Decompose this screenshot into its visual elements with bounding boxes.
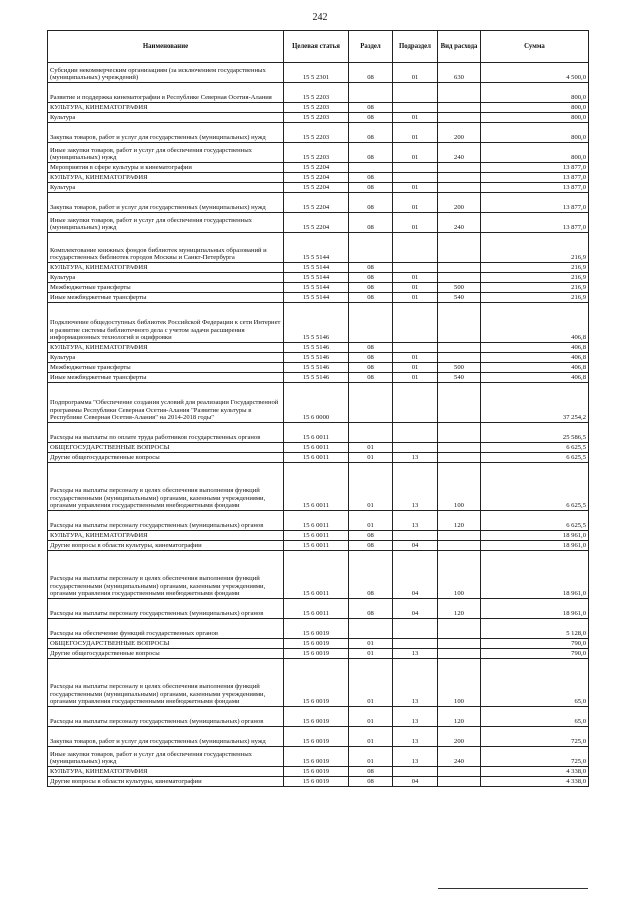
row-target: 15 5 2203 — [284, 83, 349, 103]
row-name: Расходы на выплаты персоналу государственных (муниципальных) органов — [48, 511, 284, 531]
row-sum: 800,0 — [481, 113, 589, 123]
row-target: 15 5 5146 — [284, 373, 349, 383]
row-name: КУЛЬТУРА, КИНЕМАТОГРАФИЯ — [48, 263, 284, 273]
header-name: Наименование — [48, 31, 284, 63]
row-name: Иные закупки товаров, работ и услуг для обеспечения государственных (муниципальных) нужд — [48, 747, 284, 767]
header-subsection: Подраздел — [393, 31, 438, 63]
row-sum: 37 254,2 — [481, 383, 589, 423]
row-section: 08 — [349, 273, 393, 283]
row-sum: 216,9 — [481, 233, 589, 263]
table-row — [48, 113, 589, 123]
row-section: 08 — [349, 213, 393, 233]
row-subsection: 04 — [393, 551, 438, 599]
row-section: 08 — [349, 551, 393, 599]
row-name: Иные закупки товаров, работ и услуг для обеспечения государственных (муниципальных) нужд — [48, 143, 284, 163]
row-sum: 216,9 — [481, 283, 589, 293]
row-section: 08 — [349, 193, 393, 213]
row-sum: 65,0 — [481, 707, 589, 727]
row-name: Подключение общедоступных библиотек Российской Федерации к сети Интернет и развитие системы библиотечного дела с учетом задачи расширения информационных технологий и оцифровки — [48, 303, 284, 343]
row-type — [438, 777, 481, 787]
row-target: 15 6 0019 — [284, 639, 349, 649]
row-section: 08 — [349, 103, 393, 113]
row-subsection: 13 — [393, 727, 438, 747]
row-section: 08 — [349, 113, 393, 123]
table-row — [48, 353, 589, 363]
row-target: 15 6 0019 — [284, 747, 349, 767]
row-section: 01 — [349, 649, 393, 659]
row-name: Культура — [48, 353, 284, 363]
row-target: 15 6 0011 — [284, 541, 349, 551]
row-subsection: 04 — [393, 777, 438, 787]
row-sum: 800,0 — [481, 83, 589, 103]
table-row — [48, 63, 589, 83]
row-type: 540 — [438, 373, 481, 383]
row-target: 15 5 5144 — [284, 233, 349, 263]
row-target: 15 6 0019 — [284, 767, 349, 777]
row-section: 01 — [349, 511, 393, 531]
table-row — [48, 143, 589, 163]
row-name: Расходы на выплаты по оплате труда работников государственных органов — [48, 423, 284, 443]
row-sum: 406,8 — [481, 303, 589, 343]
table-row — [48, 649, 589, 659]
row-name: Иные межбюджетные трансферты — [48, 373, 284, 383]
table-row — [48, 283, 589, 293]
row-type: 500 — [438, 283, 481, 293]
row-type: 540 — [438, 293, 481, 303]
table-row — [48, 639, 589, 649]
row-section: 08 — [349, 353, 393, 363]
row-section: 08 — [349, 263, 393, 273]
table-row — [48, 293, 589, 303]
row-subsection: 13 — [393, 649, 438, 659]
row-target: 15 5 5144 — [284, 273, 349, 283]
row-section — [349, 163, 393, 173]
table-row — [48, 453, 589, 463]
row-name: Комплектование книжных фондов библиотек муниципальных образований и государственных библиотек городов Москвы и Санкт-Петербурга — [48, 233, 284, 263]
row-target: 15 6 0011 — [284, 531, 349, 541]
row-section: 08 — [349, 767, 393, 777]
row-section — [349, 423, 393, 443]
row-type — [438, 383, 481, 423]
table-row — [48, 373, 589, 383]
row-type — [438, 163, 481, 173]
row-type: 100 — [438, 551, 481, 599]
row-section: 08 — [349, 143, 393, 163]
row-type — [438, 453, 481, 463]
row-section: 08 — [349, 123, 393, 143]
row-type: 120 — [438, 707, 481, 727]
row-sum: 6 625,5 — [481, 453, 589, 463]
row-section: 08 — [349, 531, 393, 541]
row-subsection: 13 — [393, 511, 438, 531]
row-target: 15 5 5146 — [284, 343, 349, 353]
row-subsection — [393, 383, 438, 423]
table-row — [48, 541, 589, 551]
row-type: 240 — [438, 143, 481, 163]
row-target: 15 5 2204 — [284, 163, 349, 173]
row-sum: 216,9 — [481, 273, 589, 283]
header-target: Целевая статья — [284, 31, 349, 63]
row-target: 15 6 0011 — [284, 443, 349, 453]
row-type: 240 — [438, 213, 481, 233]
row-name: Другие общегосударственные вопросы — [48, 453, 284, 463]
row-target: 15 6 0011 — [284, 511, 349, 531]
row-type — [438, 173, 481, 183]
table-row — [48, 263, 589, 273]
row-subsection: 01 — [393, 63, 438, 83]
row-section: 08 — [349, 343, 393, 353]
row-type: 630 — [438, 63, 481, 83]
row-target: 15 5 2203 — [284, 103, 349, 113]
row-section: 08 — [349, 363, 393, 373]
row-section — [349, 83, 393, 103]
row-type — [438, 343, 481, 353]
row-sum: 4 338,0 — [481, 767, 589, 777]
table-row — [48, 383, 589, 423]
row-target: 15 6 0011 — [284, 463, 349, 511]
row-sum: 800,0 — [481, 123, 589, 143]
row-sum: 18 961,0 — [481, 541, 589, 551]
row-name: Закупка товаров, работ и услуг для государственных (муниципальных) нужд — [48, 123, 284, 143]
row-name: Иные закупки товаров, работ и услуг для обеспечения государственных (муниципальных) нужд — [48, 213, 284, 233]
row-type — [438, 263, 481, 273]
row-name: Культура — [48, 113, 284, 123]
row-name: Другие вопросы в области культуры, кинематографии — [48, 777, 284, 787]
row-sum: 13 877,0 — [481, 183, 589, 193]
row-target: 15 6 0019 — [284, 707, 349, 727]
row-type — [438, 423, 481, 443]
table-row — [48, 619, 589, 639]
header-section: Раздел — [349, 31, 393, 63]
row-subsection: 13 — [393, 747, 438, 767]
row-section: 08 — [349, 599, 393, 619]
row-subsection — [393, 303, 438, 343]
row-section: 08 — [349, 183, 393, 193]
row-subsection — [393, 103, 438, 113]
row-sum: 18 961,0 — [481, 551, 589, 599]
row-subsection: 01 — [393, 183, 438, 193]
row-sum: 13 877,0 — [481, 163, 589, 173]
row-section — [349, 233, 393, 263]
row-subsection — [393, 263, 438, 273]
row-type: 200 — [438, 193, 481, 213]
table-row — [48, 303, 589, 343]
row-type: 120 — [438, 599, 481, 619]
table-row — [48, 423, 589, 443]
row-name: Межбюджетные трансферты — [48, 363, 284, 373]
row-section: 01 — [349, 639, 393, 649]
table-row — [48, 183, 589, 193]
row-section — [349, 383, 393, 423]
row-target: 15 5 5146 — [284, 353, 349, 363]
row-name: Подпрограмма "Обеспечение создания условий для реализации Государственной программы Республики Северная Осетия-Алания "Развитие культуры в Республике Северная Осетия-Алания" на 2014-2018 годы" — [48, 383, 284, 423]
row-sum: 13 877,0 — [481, 193, 589, 213]
row-name: Закупка товаров, работ и услуг для государственных (муниципальных) нужд — [48, 193, 284, 213]
row-subsection — [393, 639, 438, 649]
row-sum: 6 625,5 — [481, 443, 589, 453]
row-name: Расходы на выплаты персоналу в целях обеспечения выполнения функций государственными (муниципальными) органами, казенными учреждениями, органами управления государственными внебюджетными фондами — [48, 659, 284, 707]
table-header — [48, 31, 589, 63]
row-type: 100 — [438, 659, 481, 707]
row-section: 08 — [349, 373, 393, 383]
row-subsection: 01 — [393, 373, 438, 383]
row-name: Расходы на выплаты персоналу государственных (муниципальных) органов — [48, 599, 284, 619]
row-subsection: 13 — [393, 453, 438, 463]
row-section: 08 — [349, 541, 393, 551]
row-type — [438, 649, 481, 659]
table-row — [48, 343, 589, 353]
row-name: Другие вопросы в области культуры, кинематографии — [48, 541, 284, 551]
row-type — [438, 619, 481, 639]
row-subsection: 01 — [393, 283, 438, 293]
table-row — [48, 727, 589, 747]
row-type — [438, 639, 481, 649]
row-type — [438, 541, 481, 551]
row-section: 08 — [349, 293, 393, 303]
row-subsection: 04 — [393, 541, 438, 551]
row-section: 01 — [349, 707, 393, 727]
table-row — [48, 83, 589, 103]
row-target: 15 6 0011 — [284, 423, 349, 443]
row-target: 15 6 0000 — [284, 383, 349, 423]
table-row — [48, 273, 589, 283]
row-sum: 25 586,5 — [481, 423, 589, 443]
row-sum: 790,0 — [481, 639, 589, 649]
row-target: 15 5 2203 — [284, 123, 349, 143]
header-type: Вид расхода — [438, 31, 481, 63]
row-target: 15 5 2204 — [284, 173, 349, 183]
row-name: КУЛЬТУРА, КИНЕМАТОГРАФИЯ — [48, 767, 284, 777]
row-type: 100 — [438, 463, 481, 511]
row-type — [438, 767, 481, 777]
row-name: КУЛЬТУРА, КИНЕМАТОГРАФИЯ — [48, 173, 284, 183]
table-row — [48, 163, 589, 173]
row-subsection: 13 — [393, 707, 438, 727]
row-target: 15 5 2203 — [284, 113, 349, 123]
row-section: 01 — [349, 443, 393, 453]
row-section: 08 — [349, 777, 393, 787]
row-type — [438, 353, 481, 363]
table-row — [48, 777, 589, 787]
row-type: 500 — [438, 363, 481, 373]
row-sum: 800,0 — [481, 143, 589, 163]
row-target: 15 6 0019 — [284, 649, 349, 659]
row-subsection: 01 — [393, 213, 438, 233]
row-subsection: 01 — [393, 353, 438, 363]
row-sum: 5 128,0 — [481, 619, 589, 639]
table-row — [48, 767, 589, 777]
row-section: 01 — [349, 727, 393, 747]
row-type — [438, 531, 481, 541]
header-sum: Сумма — [481, 31, 589, 63]
row-sum: 406,8 — [481, 363, 589, 373]
row-subsection: 01 — [393, 273, 438, 283]
row-sum: 13 877,0 — [481, 213, 589, 233]
row-subsection — [393, 767, 438, 777]
budget-table — [47, 30, 589, 787]
row-sum: 6 625,5 — [481, 463, 589, 511]
table-row — [48, 747, 589, 767]
row-subsection: 13 — [393, 463, 438, 511]
row-target: 15 6 0019 — [284, 777, 349, 787]
row-target: 15 6 0011 — [284, 551, 349, 599]
row-target: 15 5 2204 — [284, 183, 349, 193]
row-subsection: 01 — [393, 123, 438, 143]
row-target: 15 5 5144 — [284, 263, 349, 273]
row-name: Расходы на выплаты персоналу государственных (муниципальных) органов — [48, 707, 284, 727]
row-target: 15 6 0011 — [284, 599, 349, 619]
row-type — [438, 103, 481, 113]
row-type — [438, 83, 481, 103]
row-subsection — [393, 233, 438, 263]
row-subsection — [393, 531, 438, 541]
row-sum: 725,0 — [481, 747, 589, 767]
row-sum: 216,9 — [481, 293, 589, 303]
row-sum: 13 877,0 — [481, 173, 589, 183]
table-row — [48, 707, 589, 727]
row-subsection — [393, 343, 438, 353]
row-target: 15 5 5146 — [284, 303, 349, 343]
row-sum: 4 338,0 — [481, 777, 589, 787]
table-row — [48, 173, 589, 183]
table-row — [48, 599, 589, 619]
row-name: ОБЩЕГОСУДАРСТВЕННЫЕ ВОПРОСЫ — [48, 639, 284, 649]
table-row — [48, 659, 589, 707]
row-section: 08 — [349, 173, 393, 183]
row-subsection — [393, 173, 438, 183]
row-target: 15 5 2204 — [284, 213, 349, 233]
row-target: 15 5 2204 — [284, 193, 349, 213]
table-row — [48, 363, 589, 373]
row-subsection: 01 — [393, 363, 438, 373]
table-row — [48, 233, 589, 263]
row-type — [438, 233, 481, 263]
row-name: Расходы на обеспечение функций государственных органов — [48, 619, 284, 639]
row-target: 15 6 0019 — [284, 619, 349, 639]
row-target: 15 5 5144 — [284, 293, 349, 303]
table-row — [48, 511, 589, 531]
row-name: Расходы на выплаты персоналу в целях обеспечения выполнения функций государственными (муниципальными) органами, казенными учреждениями, органами управления государственными внебюджетными фондами — [48, 551, 284, 599]
table-row — [48, 531, 589, 541]
table-row — [48, 213, 589, 233]
row-type — [438, 273, 481, 283]
row-name: Закупка товаров, работ и услуг для государственных (муниципальных) нужд — [48, 727, 284, 747]
row-target: 15 5 5144 — [284, 283, 349, 293]
table-body — [48, 63, 589, 787]
row-target: 15 5 5146 — [284, 363, 349, 373]
row-target: 15 5 2203 — [284, 143, 349, 163]
row-name: КУЛЬТУРА, КИНЕМАТОГРАФИЯ — [48, 343, 284, 353]
row-type — [438, 183, 481, 193]
row-target: 15 6 0011 — [284, 453, 349, 463]
row-section: 01 — [349, 747, 393, 767]
row-sum: 406,8 — [481, 353, 589, 363]
row-name: Иные межбюджетные трансферты — [48, 293, 284, 303]
row-section — [349, 619, 393, 639]
row-sum: 790,0 — [481, 649, 589, 659]
row-type: 200 — [438, 727, 481, 747]
row-type: 120 — [438, 511, 481, 531]
row-sum: 406,8 — [481, 343, 589, 353]
table-row — [48, 103, 589, 113]
row-subsection: 01 — [393, 293, 438, 303]
row-section: 08 — [349, 63, 393, 83]
row-name: Другие общегосударственные вопросы — [48, 649, 284, 659]
row-name: КУЛЬТУРА, КИНЕМАТОГРАФИЯ — [48, 531, 284, 541]
table-row — [48, 193, 589, 213]
row-subsection — [393, 443, 438, 453]
row-type: 240 — [438, 747, 481, 767]
row-type — [438, 113, 481, 123]
row-subsection: 01 — [393, 143, 438, 163]
row-subsection: 01 — [393, 113, 438, 123]
bottom-rule — [438, 888, 588, 889]
table-row — [48, 123, 589, 143]
row-sum: 800,0 — [481, 103, 589, 113]
row-sum: 18 961,0 — [481, 599, 589, 619]
row-section — [349, 303, 393, 343]
row-type — [438, 303, 481, 343]
row-name: Культура — [48, 183, 284, 193]
row-subsection: 13 — [393, 659, 438, 707]
row-section: 01 — [349, 659, 393, 707]
row-subsection — [393, 163, 438, 173]
row-sum: 6 625,5 — [481, 511, 589, 531]
row-target: 15 6 0019 — [284, 727, 349, 747]
row-name: Мероприятия в сфере культуры и кинематографии — [48, 163, 284, 173]
row-section: 01 — [349, 463, 393, 511]
row-name: Межбюджетные трансферты — [48, 283, 284, 293]
page-number: 242 — [312, 12, 328, 23]
row-sum: 406,8 — [481, 373, 589, 383]
row-section: 08 — [349, 283, 393, 293]
row-subsection — [393, 83, 438, 103]
table-row — [48, 463, 589, 511]
row-type: 200 — [438, 123, 481, 143]
table-row — [48, 443, 589, 453]
row-name: Расходы на выплаты персоналу в целях обеспечения выполнения функций государственными (муниципальными) органами, казенными учреждениями, органами управления государственными внебюджетными фондами — [48, 463, 284, 511]
row-subsection: 04 — [393, 599, 438, 619]
row-subsection: 01 — [393, 193, 438, 213]
row-subsection — [393, 423, 438, 443]
row-sum: 725,0 — [481, 727, 589, 747]
row-section: 01 — [349, 453, 393, 463]
row-name: КУЛЬТУРА, КИНЕМАТОГРАФИЯ — [48, 103, 284, 113]
row-name: Культура — [48, 273, 284, 283]
table-row — [48, 551, 589, 599]
row-name: ОБЩЕГОСУДАРСТВЕННЫЕ ВОПРОСЫ — [48, 443, 284, 453]
row-name: Субсидии некоммерческим организациям (за исключением государственных (муниципальных) учреждений) — [48, 63, 284, 83]
row-target: 15 6 0019 — [284, 659, 349, 707]
row-target: 15 5 2301 — [284, 63, 349, 83]
row-sum: 216,9 — [481, 263, 589, 273]
row-type — [438, 443, 481, 453]
row-sum: 18 961,0 — [481, 531, 589, 541]
row-sum: 65,0 — [481, 659, 589, 707]
row-name: Развитие и поддержка кинематографии в Республике Северная Осетия-Алания — [48, 83, 284, 103]
row-subsection — [393, 619, 438, 639]
row-sum: 4 500,0 — [481, 63, 589, 83]
